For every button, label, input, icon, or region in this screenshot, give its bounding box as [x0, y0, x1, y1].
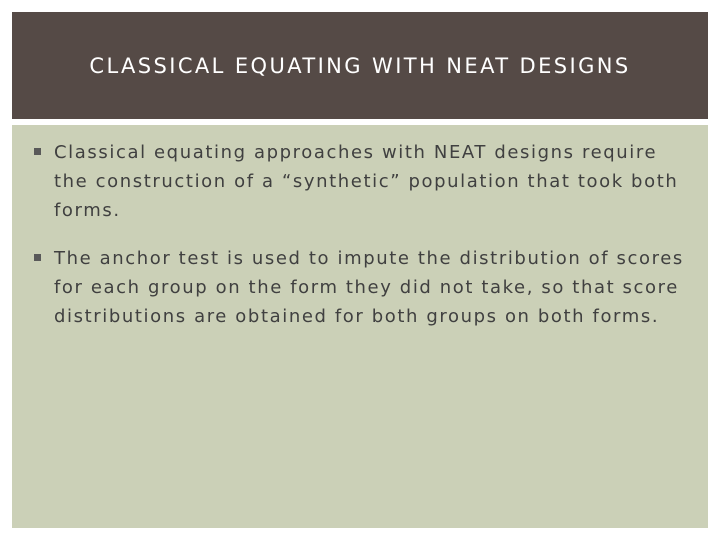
slide-title: CLASSICAL EQUATING WITH NEAT DESIGNS	[89, 53, 631, 78]
content-area	[12, 125, 708, 528]
square-bullet-icon	[34, 254, 41, 261]
bullet-list	[12, 125, 708, 331]
bullet-text: The anchor test is used to impute the distribution of scores for each group on the form they did not take, so that score distributions are obtained for both groups on both forms.	[54, 248, 684, 327]
title-bar	[12, 12, 708, 119]
square-bullet-icon	[34, 148, 41, 155]
bullet-item	[34, 244, 688, 331]
bullet-item	[34, 138, 688, 225]
bullet-text: Classical equating approaches with NEAT designs require the construction of a “synthetic” population that took both forms.	[54, 142, 679, 221]
